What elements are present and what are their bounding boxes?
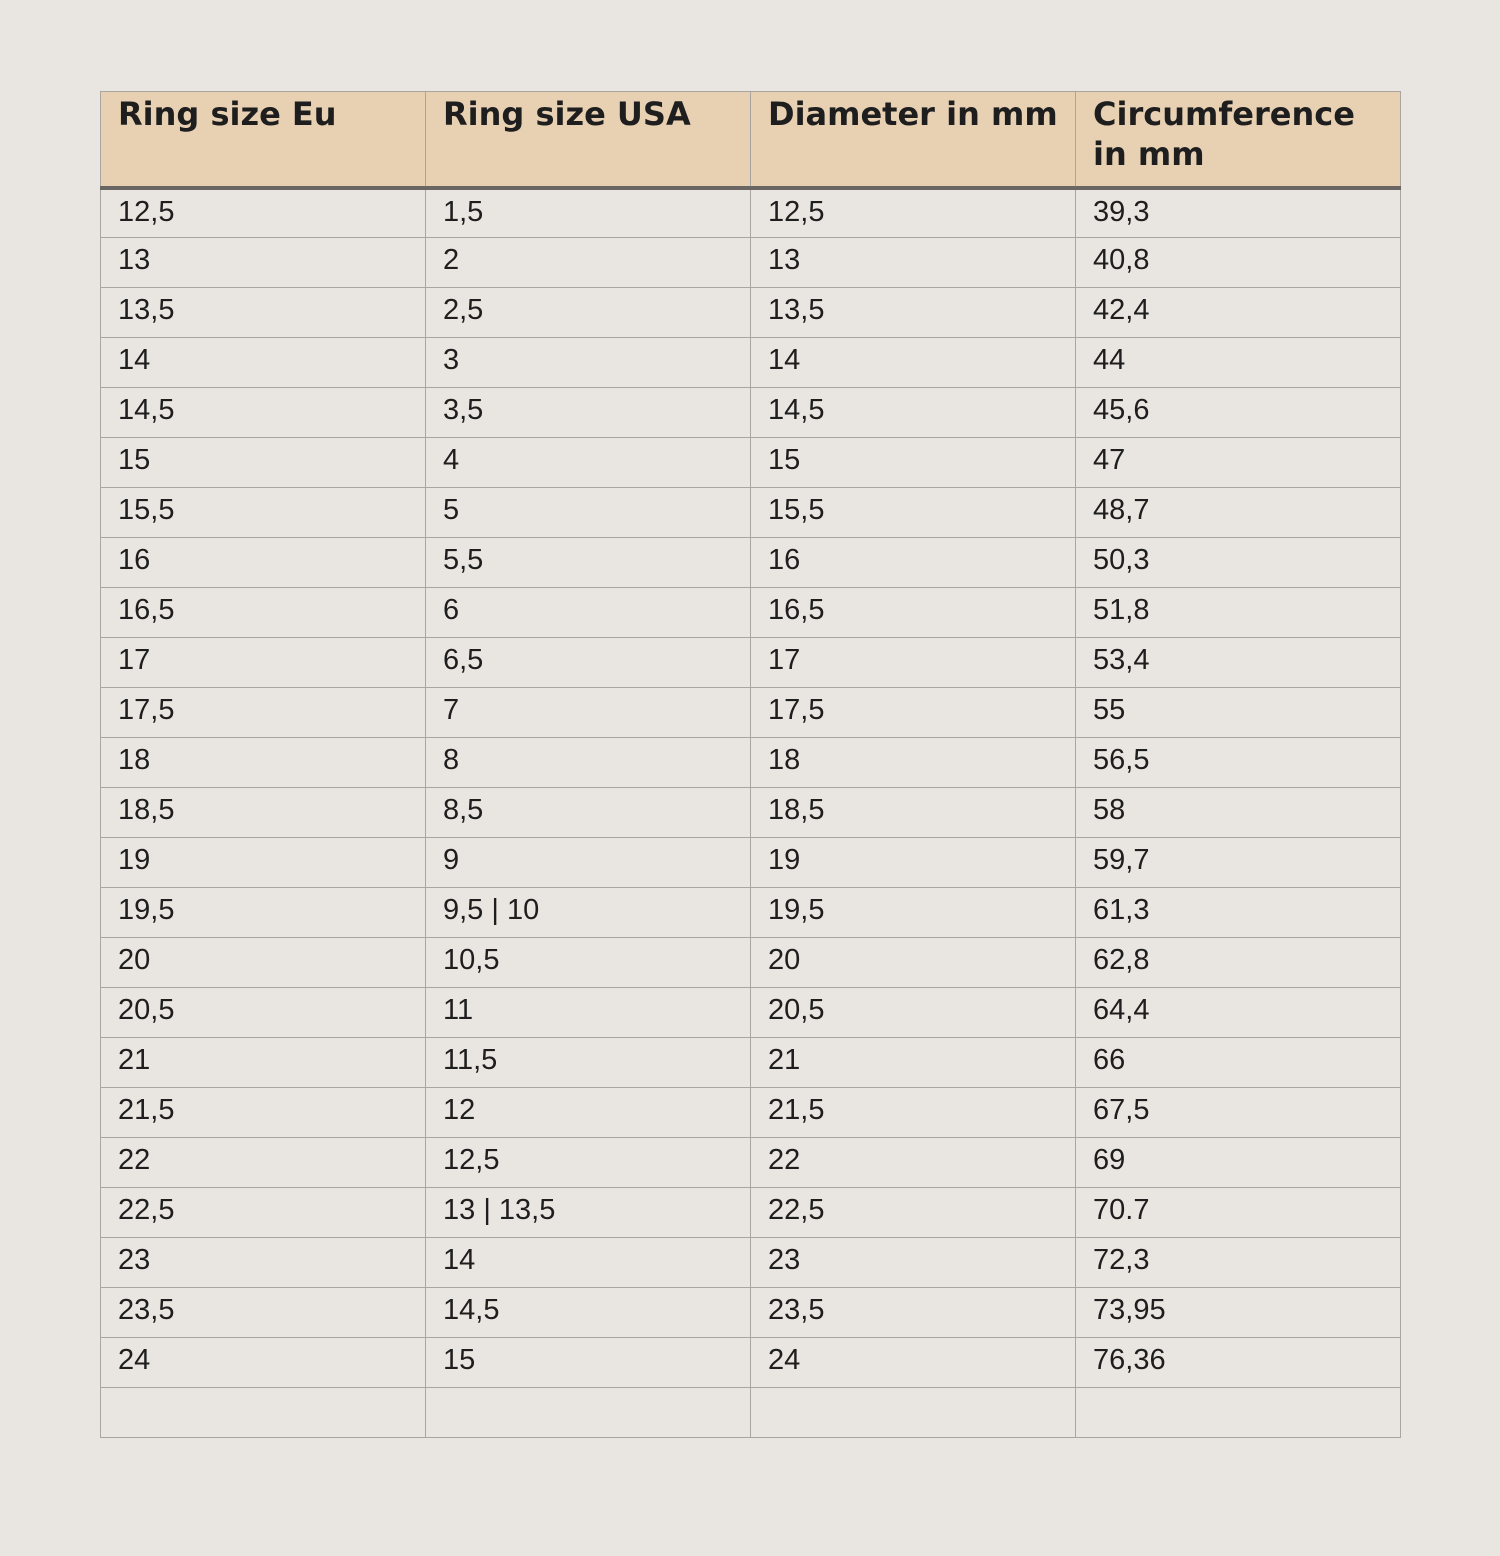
cell-ring-size-usa: 12 — [426, 1088, 751, 1138]
cell-ring-size-usa: 15 — [426, 1338, 751, 1388]
cell-diameter-mm — [751, 1388, 1076, 1438]
cell-ring-size-usa: 3 — [426, 338, 751, 388]
cell-ring-size-eu: 14,5 — [101, 388, 426, 438]
table-body — [101, 188, 1401, 1438]
cell-ring-size-eu: 16 — [101, 538, 426, 588]
cell-ring-size-eu: 13,5 — [101, 288, 426, 338]
cell-ring-size-usa: 14 — [426, 1238, 751, 1288]
header-ring-size-usa: Ring size USA — [426, 92, 751, 188]
cell-ring-size-eu: 24 — [101, 1338, 426, 1388]
cell-ring-size-eu: 17,5 — [101, 688, 426, 738]
cell-diameter-mm: 19 — [751, 838, 1076, 888]
cell-ring-size-eu: 18,5 — [101, 788, 426, 838]
cell-ring-size-eu: 20,5 — [101, 988, 426, 1038]
table-row — [101, 788, 1401, 838]
cell-circumference-mm: 67,5 — [1076, 1088, 1401, 1138]
table-row — [101, 988, 1401, 1038]
cell-diameter-mm: 17,5 — [751, 688, 1076, 738]
cell-ring-size-usa: 10,5 — [426, 938, 751, 988]
cell-diameter-mm: 24 — [751, 1338, 1076, 1388]
cell-circumference-mm: 59,7 — [1076, 838, 1401, 888]
table-row — [101, 838, 1401, 888]
cell-diameter-mm: 23,5 — [751, 1288, 1076, 1338]
table-row — [101, 288, 1401, 338]
cell-diameter-mm: 18 — [751, 738, 1076, 788]
cell-circumference-mm — [1076, 1388, 1401, 1438]
cell-diameter-mm: 15,5 — [751, 488, 1076, 538]
cell-diameter-mm: 15 — [751, 438, 1076, 488]
cell-ring-size-eu: 23,5 — [101, 1288, 426, 1338]
cell-ring-size-usa: 3,5 — [426, 388, 751, 438]
header-circumference-mm: Circumference in mm — [1076, 92, 1401, 188]
table-row — [101, 188, 1401, 238]
cell-ring-size-eu: 17 — [101, 638, 426, 688]
cell-ring-size-usa: 9,5 | 10 — [426, 888, 751, 938]
table-row — [101, 888, 1401, 938]
table-row — [101, 1288, 1401, 1338]
cell-diameter-mm: 16,5 — [751, 588, 1076, 638]
cell-circumference-mm: 53,4 — [1076, 638, 1401, 688]
table-row — [101, 938, 1401, 988]
table-row — [101, 388, 1401, 438]
cell-diameter-mm: 20 — [751, 938, 1076, 988]
cell-ring-size-eu: 12,5 — [101, 188, 426, 238]
cell-circumference-mm: 58 — [1076, 788, 1401, 838]
cell-diameter-mm: 19,5 — [751, 888, 1076, 938]
table-row — [101, 1088, 1401, 1138]
table-row — [101, 238, 1401, 288]
cell-ring-size-usa: 8 — [426, 738, 751, 788]
cell-ring-size-usa — [426, 1388, 751, 1438]
cell-circumference-mm: 42,4 — [1076, 288, 1401, 338]
cell-ring-size-usa: 14,5 — [426, 1288, 751, 1338]
cell-ring-size-usa: 2 — [426, 238, 751, 288]
table-row — [101, 1138, 1401, 1188]
cell-circumference-mm: 45,6 — [1076, 388, 1401, 438]
cell-ring-size-eu: 13 — [101, 238, 426, 288]
cell-ring-size-usa: 1,5 — [426, 188, 751, 238]
cell-diameter-mm: 13 — [751, 238, 1076, 288]
table-row — [101, 1388, 1401, 1438]
table-row — [101, 1038, 1401, 1088]
cell-ring-size-usa: 11,5 — [426, 1038, 751, 1088]
cell-ring-size-eu: 15,5 — [101, 488, 426, 538]
cell-ring-size-eu: 19 — [101, 838, 426, 888]
header-ring-size-eu: Ring size Eu — [101, 92, 426, 188]
table-row — [101, 1238, 1401, 1288]
table-row — [101, 538, 1401, 588]
cell-ring-size-usa: 7 — [426, 688, 751, 738]
cell-ring-size-eu: 22 — [101, 1138, 426, 1188]
table-row — [101, 488, 1401, 538]
table-row — [101, 338, 1401, 388]
cell-circumference-mm: 50,3 — [1076, 538, 1401, 588]
table-row — [101, 1338, 1401, 1388]
cell-circumference-mm: 39,3 — [1076, 188, 1401, 238]
cell-diameter-mm: 20,5 — [751, 988, 1076, 1038]
cell-diameter-mm: 14 — [751, 338, 1076, 388]
cell-circumference-mm: 51,8 — [1076, 588, 1401, 638]
cell-circumference-mm: 48,7 — [1076, 488, 1401, 538]
table-header — [101, 92, 1401, 188]
header-row — [101, 92, 1401, 188]
cell-circumference-mm: 70.7 — [1076, 1188, 1401, 1238]
cell-ring-size-eu: 15 — [101, 438, 426, 488]
header-diameter-mm: Diameter in mm — [751, 92, 1076, 188]
cell-ring-size-usa: 13 | 13,5 — [426, 1188, 751, 1238]
cell-diameter-mm: 22,5 — [751, 1188, 1076, 1238]
cell-diameter-mm: 18,5 — [751, 788, 1076, 838]
cell-diameter-mm: 17 — [751, 638, 1076, 688]
cell-ring-size-eu: 19,5 — [101, 888, 426, 938]
cell-diameter-mm: 21,5 — [751, 1088, 1076, 1138]
cell-circumference-mm: 66 — [1076, 1038, 1401, 1088]
table-row — [101, 1188, 1401, 1238]
cell-circumference-mm: 76,36 — [1076, 1338, 1401, 1388]
table-row — [101, 638, 1401, 688]
cell-ring-size-usa: 8,5 — [426, 788, 751, 838]
cell-ring-size-usa: 6,5 — [426, 638, 751, 688]
cell-circumference-mm: 69 — [1076, 1138, 1401, 1188]
cell-circumference-mm: 56,5 — [1076, 738, 1401, 788]
table-row — [101, 588, 1401, 638]
ring-size-table-container — [100, 91, 1400, 1438]
cell-ring-size-usa: 2,5 — [426, 288, 751, 338]
cell-circumference-mm: 61,3 — [1076, 888, 1401, 938]
cell-ring-size-eu: 22,5 — [101, 1188, 426, 1238]
cell-ring-size-eu: 21,5 — [101, 1088, 426, 1138]
cell-diameter-mm: 23 — [751, 1238, 1076, 1288]
cell-circumference-mm: 72,3 — [1076, 1238, 1401, 1288]
cell-ring-size-eu: 14 — [101, 338, 426, 388]
cell-circumference-mm: 47 — [1076, 438, 1401, 488]
cell-diameter-mm: 14,5 — [751, 388, 1076, 438]
cell-ring-size-usa: 4 — [426, 438, 751, 488]
cell-ring-size-usa: 9 — [426, 838, 751, 888]
cell-diameter-mm: 16 — [751, 538, 1076, 588]
cell-circumference-mm: 64,4 — [1076, 988, 1401, 1038]
cell-ring-size-usa: 5,5 — [426, 538, 751, 588]
cell-ring-size-eu: 18 — [101, 738, 426, 788]
cell-ring-size-eu: 20 — [101, 938, 426, 988]
cell-ring-size-usa: 12,5 — [426, 1138, 751, 1188]
cell-circumference-mm: 55 — [1076, 688, 1401, 738]
cell-ring-size-eu: 23 — [101, 1238, 426, 1288]
ring-size-table — [100, 91, 1401, 1438]
cell-diameter-mm: 21 — [751, 1038, 1076, 1088]
table-row — [101, 688, 1401, 738]
cell-circumference-mm: 73,95 — [1076, 1288, 1401, 1338]
cell-diameter-mm: 12,5 — [751, 188, 1076, 238]
cell-ring-size-eu: 21 — [101, 1038, 426, 1088]
table-row — [101, 438, 1401, 488]
cell-circumference-mm: 44 — [1076, 338, 1401, 388]
cell-ring-size-usa: 11 — [426, 988, 751, 1038]
cell-circumference-mm: 40,8 — [1076, 238, 1401, 288]
cell-diameter-mm: 22 — [751, 1138, 1076, 1188]
cell-ring-size-eu: 16,5 — [101, 588, 426, 638]
cell-circumference-mm: 62,8 — [1076, 938, 1401, 988]
cell-ring-size-eu — [101, 1388, 426, 1438]
cell-ring-size-usa: 6 — [426, 588, 751, 638]
table-row — [101, 738, 1401, 788]
cell-diameter-mm: 13,5 — [751, 288, 1076, 338]
cell-ring-size-usa: 5 — [426, 488, 751, 538]
